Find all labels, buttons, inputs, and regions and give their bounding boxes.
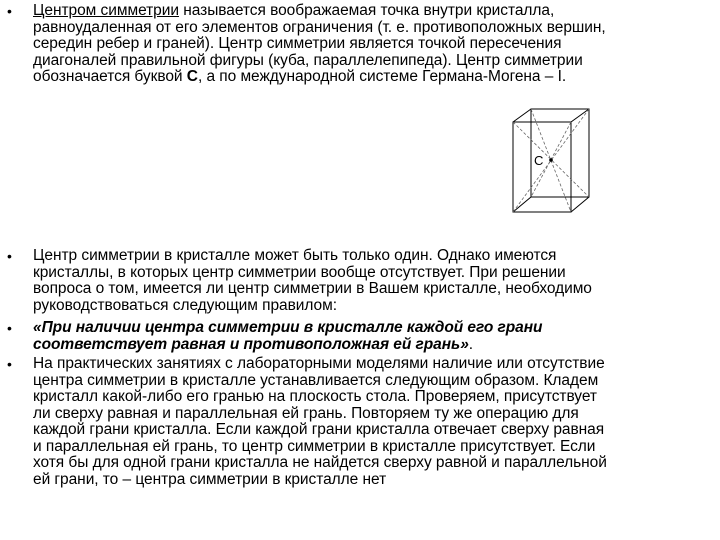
text-line: вопроса о том, имеется ли центр симметрии в Вашем кристалле, необходимо: [33, 280, 592, 297]
text-line: обозначается буквой: [33, 68, 187, 85]
text-line: ей грани, то – центра симметрии в кристалле нет: [33, 470, 387, 488]
symbol-c: С: [186, 68, 198, 85]
text-line: называется воображаемая точка внутри кристалла,: [178, 2, 555, 19]
parallelepiped-diagram: [505, 107, 595, 217]
term-center-of-symmetry: Центром симметрии: [33, 2, 179, 19]
rule-text: [33, 320, 713, 353]
text-line: Центр симметрии в кристалле может быть только один. Однако имеются: [33, 247, 557, 264]
text-line: кристаллы, в которых центр симметрии вообще отсутствует. При решении: [33, 263, 566, 281]
rule-line: соответствует равная и противоположная ей грань»: [33, 335, 469, 353]
definition-text: [33, 3, 713, 86]
text-line: хотя бы для одной грани кристалла не найдется сверху равной и параллельной: [33, 454, 607, 471]
bullet-marker: •: [7, 320, 12, 336]
bullet-marker: •: [7, 356, 12, 372]
text-line: .: [468, 335, 474, 353]
text-line: , а по международной системе Германа-Могена –: [197, 68, 558, 85]
bullet-marker: •: [7, 248, 12, 264]
text-line: середин ребер и граней). Центр симметрии является точкой пересечения: [33, 35, 562, 52]
text-line: и параллельная ей грань, то центр симметрии в кристалле присутствует. Если: [33, 437, 596, 455]
text-line: ли сверху равная и параллельная ей грань. Повторяем ту же операцию для: [33, 404, 579, 422]
center-label: C: [534, 153, 544, 168]
text-line: диагоналей правильной фигуры (куба, параллелепипеда). Центр симметрии: [33, 51, 583, 69]
bullet-marker: •: [7, 3, 12, 19]
text-line: На практических занятиях с лабораторными моделями наличие или отсутствие: [33, 355, 605, 372]
rule-line: «При наличии центра симметрии в кристалле каждой его грани: [33, 319, 543, 336]
text-line: равноудаленная от его элементов ограничения (т. е. противоположных вершин,: [33, 18, 606, 36]
text-line: .: [561, 68, 567, 85]
text-line: центра симметрии в кристалле устанавливается следующим образом. Кладем: [33, 371, 599, 389]
text-line: каждой грани кристалла. Если каждой грани кристалла отвечает сверху равная: [33, 421, 605, 438]
center-point: [549, 158, 553, 162]
rule-intro-text: [33, 248, 713, 314]
symbol-i: I: [557, 68, 562, 85]
text-line: кристалл какой-либо его гранью на плоскость стола. Проверяем, присутствует: [33, 388, 597, 405]
procedure-text: [33, 356, 713, 488]
text-line: руководствоваться следующим правилом:: [33, 296, 337, 314]
